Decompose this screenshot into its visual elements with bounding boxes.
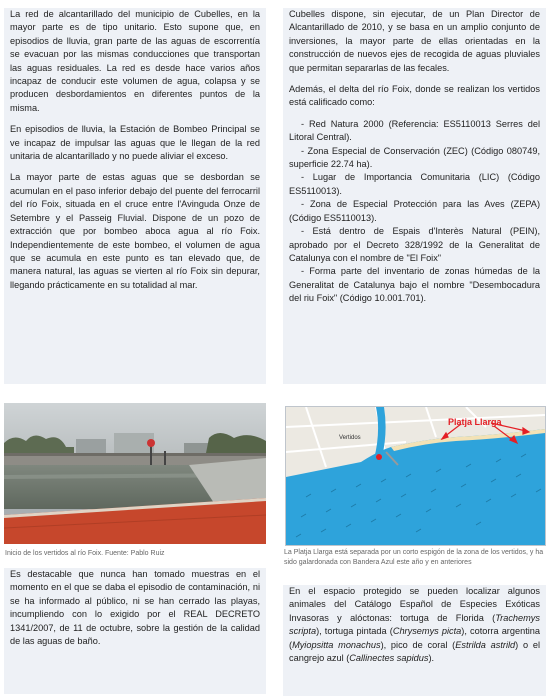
paragraph: En episodios de lluvia, la Estación de Bombeo Principal se ve incapaz de impulsar las aguas que le llegan de la red unitaria de alcantarillado y no puede aliviar el exceso. (10, 124, 260, 162)
paragraph: Cubelles dispone, sin ejecutar, de un Plan Director de Alcantarillado de 2010, y se basa en un amplio conjunto de inversiones, la mayor parte de ellas orientadas en la construcción de nuevos ejes de recogida de aguas pluviales que permitan separarlas de las fecales. (289, 9, 540, 73)
text-segment: ). (428, 653, 435, 664)
list-item: - Lugar de Importancia Comunitaria (LIC) (Código ES5110013). (289, 172, 540, 196)
paragraph: La mayor parte de estas aguas que se desbordan se acumulan en el paso inferior debajo del puente del ferrocarril del río Foix, situada en el cruce entre l'Avinguda Onze de Setembre y el Passeig Fluvial. Dispone de un pozo de extracción que por bombeo aboca agua al río Foix. Independientemente de este bombeo, el volumen de agua que se acumula en este punto es tan elevado que, de manera natural, las aguas se vierten al río Foix sin depurar, llegando prácticamente en su totalidad al mar. (10, 172, 260, 290)
list-item: - Zona de Especial Protección para las Aves (ZEPA) (Código ES5110013). (289, 199, 540, 223)
right-text-block (283, 8, 546, 384)
list-item: - Red Natura 2000 (Referencia: ES5110013 Serres del Litoral Central). (289, 118, 540, 143)
paragraph: Además, el delta del río Foix, donde se realizan los vertidos está calificado como: (289, 84, 540, 108)
species-name: Callinectes sapidus (349, 653, 429, 664)
text-segment: En el espacio protegido se pueden localizar algunos animales del Catálogo Español de Especies Exóticas Invasoras y alóctonas: tortuga de Florida ( (289, 586, 540, 623)
paragraph: Es destacable que nunca han tomado muestras en el momento en el que se daba el episodio de contaminación, ni se ha informado al público, ni se han cerrado las playas, incumpliendo con lo exigido por el REAL DECRETO 1341/2007, de 11 de octubre, sobre la gestión de la calidad de las aguas de baño. (10, 569, 260, 647)
left-bottom-text-block (4, 568, 266, 694)
species-name: Myiopsitta monachus (292, 639, 381, 650)
flood-photo (4, 403, 266, 544)
species-name: Trachemys scripta (289, 612, 540, 637)
right-column (273, 0, 546, 700)
text-segment: ) o el cangrejo azul ( (289, 639, 540, 664)
paragraph (289, 585, 540, 665)
map-caption: La Platja Llarga está separada por un corto espigón de la zona de los vertidos, y ha sido galardonada con Bandera Azul este año y en anteriores (284, 549, 544, 566)
text-segment: ), pico de coral ( (380, 639, 456, 650)
list-item: - Forma parte del inventario de zonas húmedas de la Generalitat de Catalunya bajo el nombre "Desembocadura del riu Foix" (Código 10.001.701). (289, 266, 540, 304)
species-name: Chrysemys picta (392, 626, 462, 637)
left-text-block (4, 8, 266, 384)
coast-map (285, 406, 546, 546)
map-label-beach: Platja Llarga (448, 417, 502, 427)
map-graphic (286, 407, 545, 545)
paragraph: La red de alcantarillado del municipio de Cubelles, en la mayor parte es de tipo unitario. Esto supone que, en episodios de lluvia, gran parte de las aguas de escorrentía se evacuan por las mismas conducciones que transportan las aguas residuales. La red es desde hace varios años incapaz de conducir este volumen de agua, colapsa y se producen desbordamientos en diferentes puntos de la misma. (10, 9, 260, 113)
species-name: Estrilda astrild (455, 639, 516, 650)
text-segment: ), cotorra argentina ( (289, 626, 541, 650)
text-segment: ), tortuga pintada ( (316, 626, 393, 637)
map-label-outfall: Vertidos (339, 435, 361, 441)
list-item: - Zona Especial de Conservación (ZEC) (Código 080749, superficie 22.74 ha). (289, 145, 540, 170)
photo-caption: Inicio de los vertidos al río Foix. Fuente: Pablo Ruiz (5, 550, 165, 557)
list-item: - Está dentro de Espais d'Interès Natural (PEIN), aprobado por el Decreto 328/1992 de la Generalitat de Catalunya con el nombre de "El Foix" (289, 226, 540, 263)
right-bottom-text-block (283, 585, 546, 696)
